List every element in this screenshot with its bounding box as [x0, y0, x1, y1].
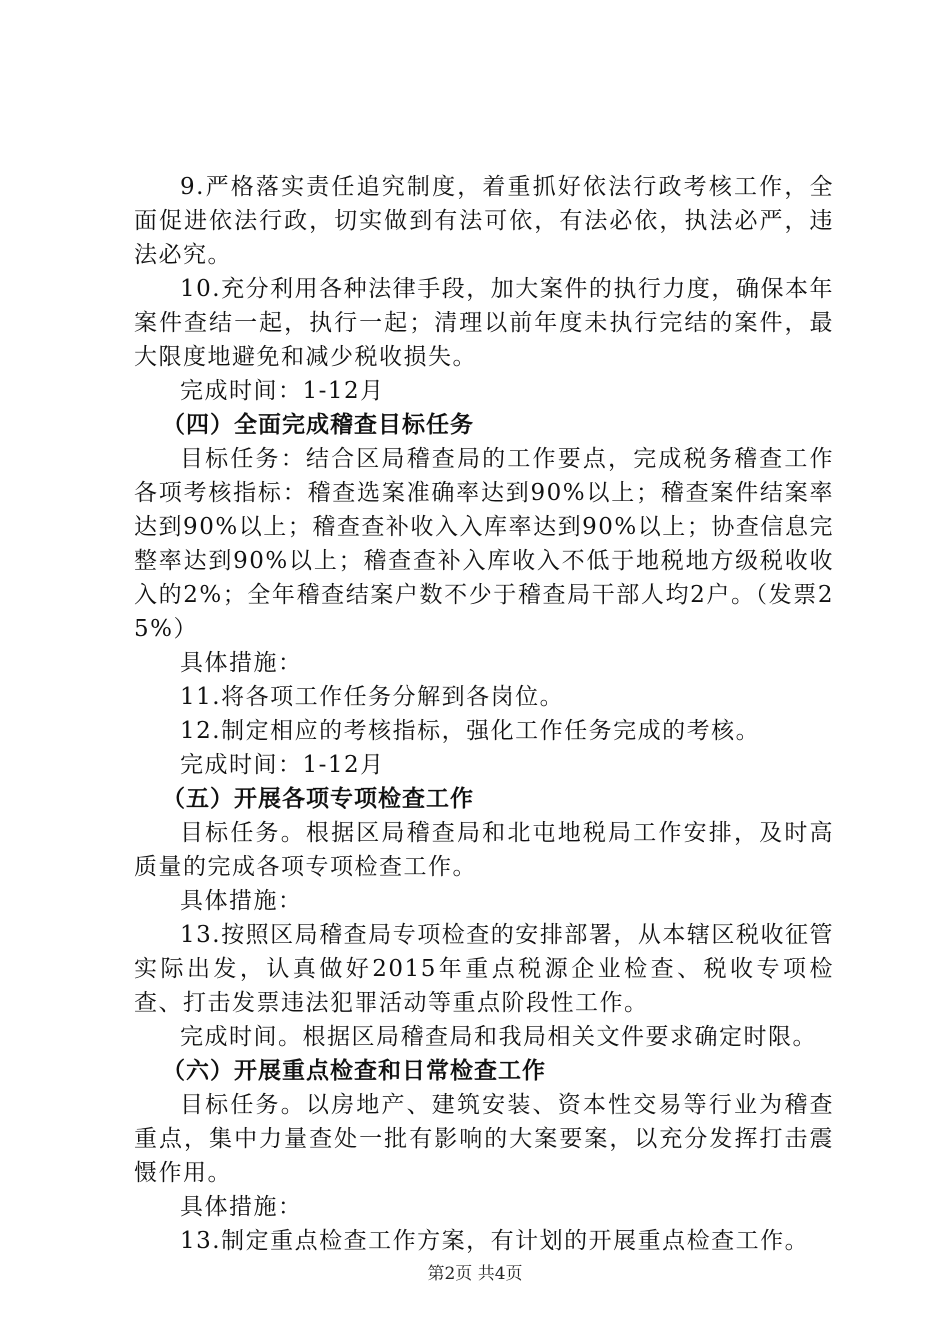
measures-label: 具体措施：	[180, 650, 303, 676]
paragraph-item-13b: 13.制定重点检查工作方案，有计划的开展重点检查工作。	[180, 1228, 810, 1254]
completion-time: 完成时间。根据区局稽查局和我局相关文件要求确定时限。	[180, 1024, 817, 1050]
target-task-paragraph: 目标任务。根据区局稽查局和北屯地税局工作安排，及时高质量的完成各项专项检查工作。	[134, 820, 834, 880]
section-heading-6: （六）开展重点检查和日常检查工作	[162, 1058, 546, 1084]
completion-time: 完成时间：1-12月	[180, 378, 385, 404]
section-heading-4: （四）全面完成稽查目标任务	[162, 412, 474, 438]
paragraph-item-12: 12.制定相应的考核指标，强化工作任务完成的考核。	[180, 718, 761, 744]
section-heading-5: （五）开展各项专项检查工作	[162, 786, 474, 812]
paragraph-item-13: 13.按照区局稽查局专项检查的安排部署，从本辖区税收征管实际出发，认真做好2015年重点税源企业检查、税收专项检查、打击发票违法犯罪活动等重点阶段性工作。	[134, 922, 834, 1016]
page-footer	[0, 1262, 950, 1286]
document-body	[134, 170, 834, 1258]
completion-time: 完成时间：1-12月	[180, 752, 385, 778]
paragraph-item-11: 11.将各项工作任务分解到各岗位。	[180, 684, 565, 710]
measures-label: 具体措施：	[180, 1194, 303, 1220]
paragraph-item-9: 9.严格落实责任追究制度，着重抓好依法行政考核工作，全面促进依法行政，切实做到有法可依，有法必依，执法必严，违法必究。	[134, 174, 834, 268]
page-number-label: 第2页 共4页	[427, 1264, 523, 1284]
target-task-paragraph: 目标任务。以房地产、建筑安装、资本性交易等行业为稽查重点，集中力量查处一批有影响的大案要案，以充分发挥打击震慑作用。	[134, 1092, 834, 1186]
paragraph-item-10: 10.充分利用各种法律手段，加大案件的执行力度，确保本年案件查结一起，执行一起；清理以前年度未执行完结的案件，最大限度地避免和减少税收损失。	[134, 276, 834, 370]
target-task-paragraph: 目标任务：结合区局稽查局的工作要点，完成税务稽查工作各项考核指标：稽查选案准确率达到90%以上；稽查案件结案率达到90%以上；稽查查补收入入库率达到90%以上；协查信息完整率达到90%以上；稽查查补入库收入不低于地税地方级税收收入的2%；全年稽查结案户数不少于稽查局干部人均2户。（发票25%）	[134, 446, 834, 642]
measures-label: 具体措施：	[180, 888, 303, 914]
